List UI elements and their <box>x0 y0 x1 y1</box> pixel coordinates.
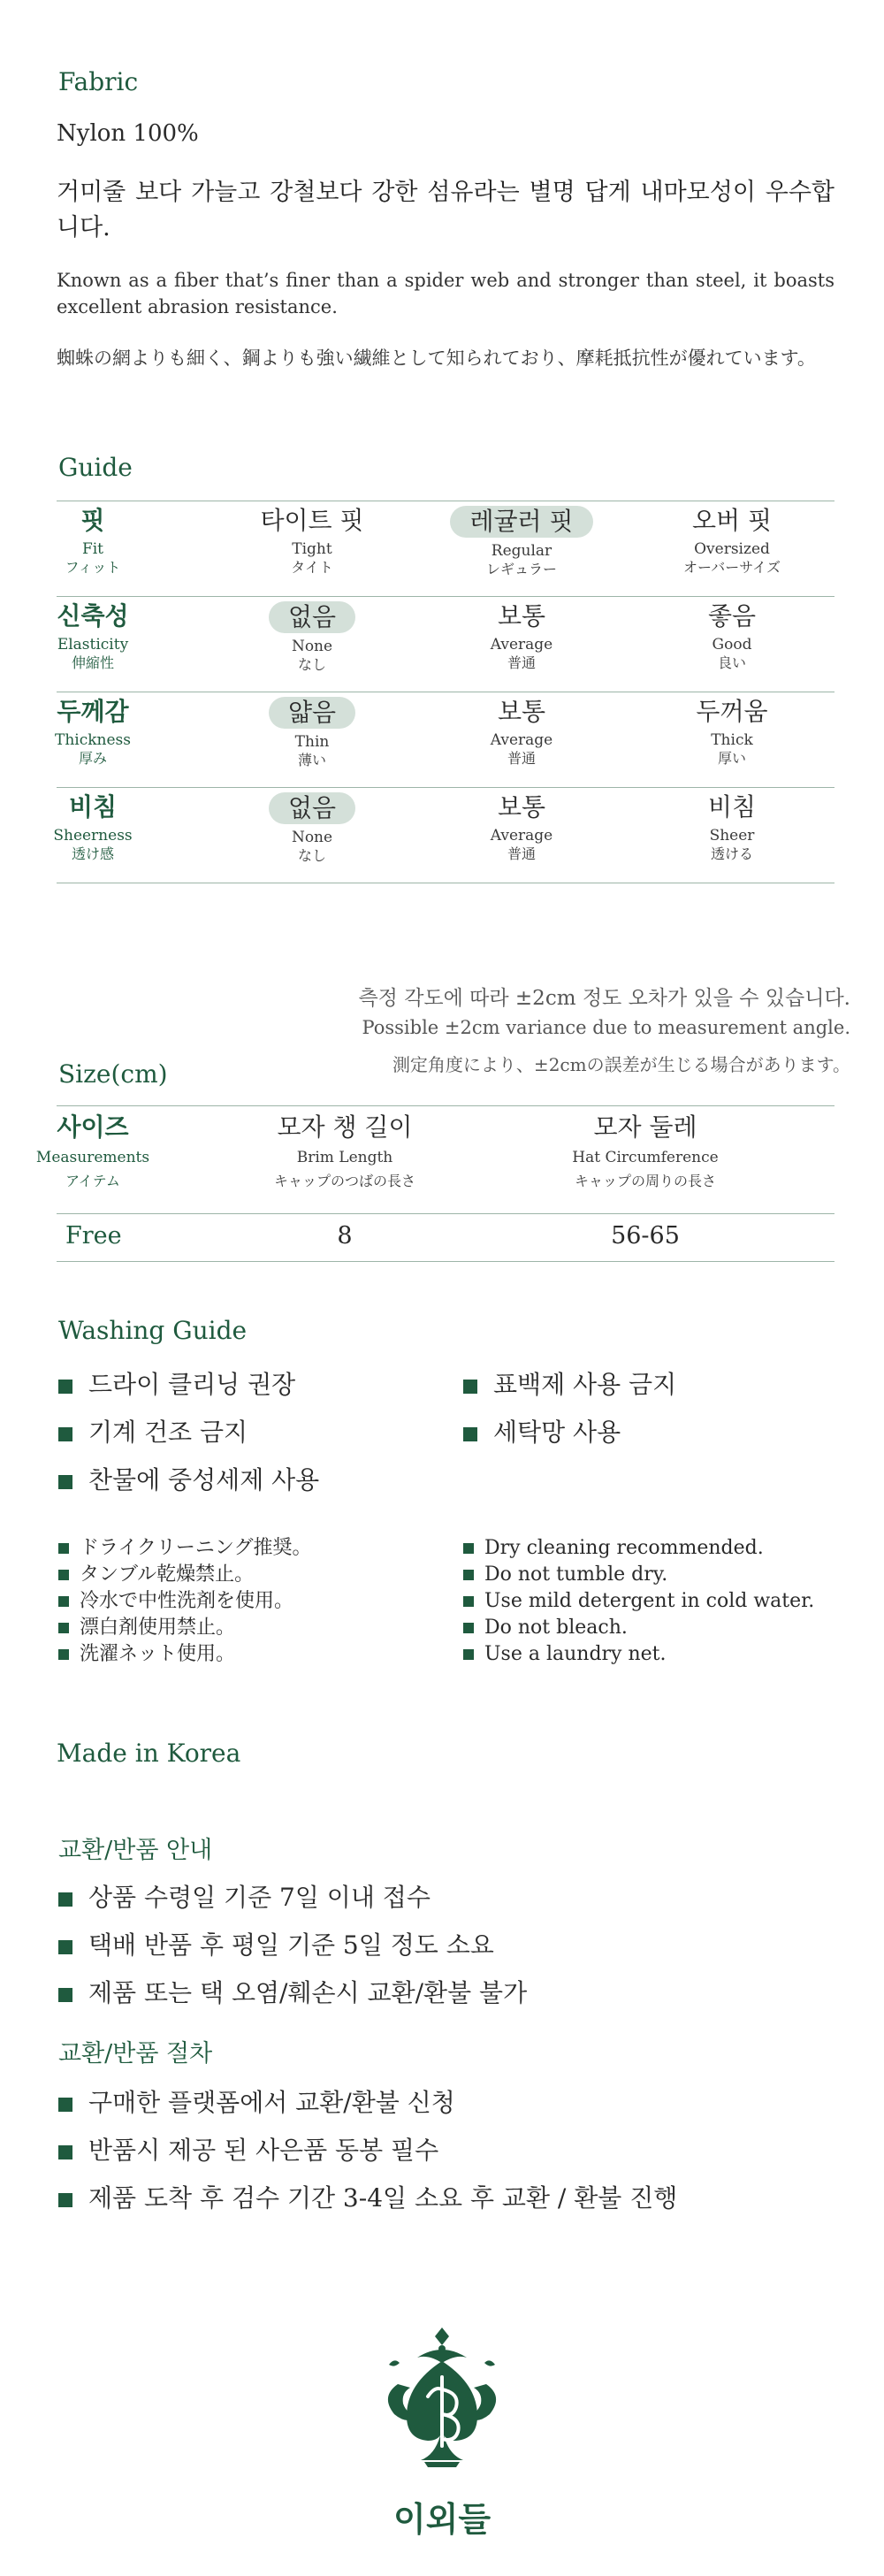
size-note-jp: 測定角度により、±2cmの誤差が生じる場合があります。 <box>392 1054 850 1075</box>
washing-jp-list: ドライクリーニング推奨。 タンブル乾燥禁止。 冷水で中性洗剤を使用。 漂白剤使用禁止。 洗濯ネット使用。 <box>58 1535 311 1668</box>
guide-row-elasticity-header: 신축성 Elasticity 伸縮性 <box>57 601 129 671</box>
exchange-info-item-2: 제품 또는 택 오염/훼손시 교환/환불 불가 <box>58 1974 527 2009</box>
guide-option: 보통 Average 普通 <box>490 792 553 862</box>
size-note-en: Possible ±2cm variance due to measurement angle. <box>362 1017 850 1038</box>
exchange-info-item-1: 택배 반품 후 평일 기준 5일 정도 소요 <box>58 1926 494 1961</box>
brand-emblem-icon <box>371 2322 513 2490</box>
guide-option: 보통 Average 普通 <box>490 697 553 767</box>
guide-row-divider <box>57 787 834 788</box>
size-title: Size(cm) <box>58 1059 168 1089</box>
guide-option: 두꺼움 Thick 厚い <box>696 697 768 767</box>
size-header-hat-circumference: 모자 둘레 Hat Circumference キャップの周りの長さ <box>572 1112 719 1189</box>
guide-option: 오버 핏 Oversized オーバーサイズ <box>683 506 781 576</box>
guide-row-thickness-header: 두께감 Thickness 厚み <box>54 697 131 767</box>
fabric-desc-en: Known as a fiber that’s finer than a spider web and stronger than steel, it boasts excellent abrasion resistance. <box>57 270 834 317</box>
fabric-material: Nylon 100% <box>57 120 199 147</box>
guide-option-selected: 얇음 Thin 薄い <box>210 697 414 769</box>
washing-ko-right-0: 표백제 사용 금지 <box>463 1365 676 1401</box>
exchange-info-title: 교환/반품 안내 <box>58 1837 213 1864</box>
guide-option: 비침 Sheer 透ける <box>707 792 757 862</box>
guide-row-divider <box>57 596 834 597</box>
exchange-info-item-0: 상품 수령일 기준 7일 이내 접수 <box>58 1878 431 1914</box>
guide-title: Guide <box>58 453 133 482</box>
guide-option-selected: 없음 None なし <box>210 601 414 674</box>
washing-ko-left-1: 기계 건조 금지 <box>58 1413 248 1449</box>
washing-ko-left-0: 드라이 클리닝 권장 <box>58 1365 295 1401</box>
brand-name: 이외들 <box>392 2500 492 2539</box>
guide-row-fit-header: 핏 Fit フィット <box>65 506 121 576</box>
size-header-brim-length: 모자 챙 길이 Brim Length キャップのつばの長さ <box>273 1112 415 1189</box>
size-row-brim: 8 <box>337 1222 353 1250</box>
origin-label: Made in Korea <box>57 1739 241 1768</box>
guide-option-selected: 없음 None なし <box>210 792 414 865</box>
fabric-title: Fabric <box>58 67 139 96</box>
guide-option: 좋음 Good 良い <box>707 601 757 671</box>
size-row-size: Free <box>65 1222 122 1250</box>
washing-en-list: Dry cleaning recommended. Do not tumble dry. Use mild detergent in cold water. Do not bleach. Use a laundry net. <box>463 1535 814 1668</box>
guide-row-sheerness-header: 비침 Sheerness 透け感 <box>53 792 133 862</box>
exchange-proc-title: 교환/반품 절차 <box>58 2040 213 2068</box>
guide-option: 타이트 핏 Tight タイト <box>260 506 364 576</box>
size-header-measurements: 사이즈 Measurements アイテム <box>35 1112 150 1189</box>
exchange-proc-item-1: 반품시 제공 된 사은품 동봉 필수 <box>58 2131 438 2167</box>
exchange-proc-item-0: 구매한 플랫폼에서 교환/환불 신청 <box>58 2083 455 2119</box>
washing-ko-right-1: 세탁망 사용 <box>463 1413 621 1449</box>
brand-logo <box>371 2322 513 2490</box>
guide-option: 보통 Average 普通 <box>490 601 553 671</box>
washing-title: Washing Guide <box>58 1316 248 1345</box>
guide-option-selected: 레귤러 핏 Regular レギュラー <box>420 506 623 578</box>
fabric-desc-ko: 거미줄 보다 가늘고 강철보다 강한 섬유라는 별명 답게 내마모성이 우수합니다. <box>57 179 834 241</box>
exchange-proc-item-2: 제품 도착 후 검수 기간 3-4일 소요 후 교환 / 환불 진행 <box>58 2179 677 2214</box>
size-row-circumference: 56-65 <box>611 1222 680 1250</box>
washing-ko-left-2: 찬물에 중성세제 사용 <box>58 1461 319 1496</box>
fabric-desc-jp: 蜘蛛の網よりも細く、鋼よりも強い繊維として知られており、摩耗抵抗性が優れています。 <box>57 348 816 369</box>
size-note-ko: 측정 각도에 따라 ±2cm 정도 오차가 있을 수 있습니다. <box>358 987 850 1010</box>
